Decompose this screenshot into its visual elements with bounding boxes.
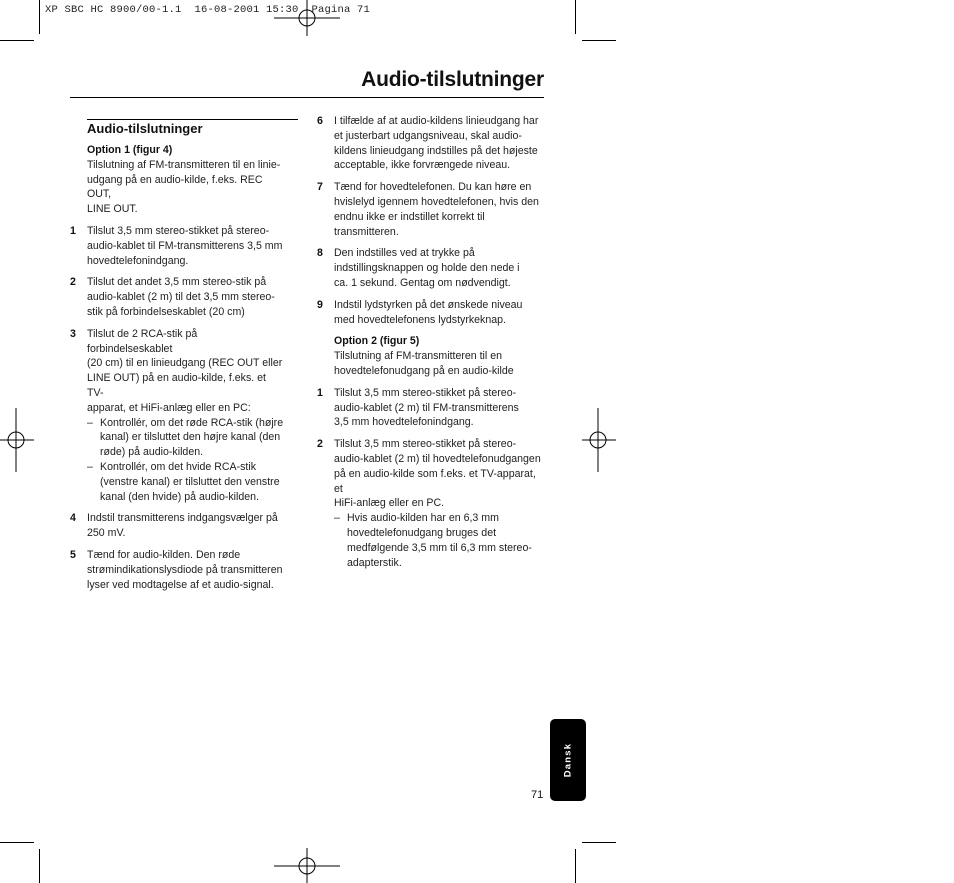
text-line: LINE OUT. — [87, 203, 138, 216]
text-line: kildens linieudgang indstilles på det højeste — [334, 144, 538, 157]
text-line: endnu ikke er indstillet korrekt til — [334, 210, 485, 223]
text-line: Tilslutning af FM-transmitteren til en linie- — [87, 158, 281, 171]
text-line: strømindikationslysdiode på transmitteren — [87, 563, 283, 576]
text-line: hvislelyd igennem hovedtelefonen, hvis den — [334, 195, 539, 208]
text-line: hovedtelefonindgang. — [87, 254, 189, 267]
sub-item — [87, 416, 284, 460]
text-line: hovedtelefonudgang på en audio-kilde — [334, 364, 514, 377]
text-line: ca. 1 sekund. Gentag om nødvendigt. — [334, 276, 511, 289]
text-line: I tilfælde af at audio-kildens linieudgang har — [334, 115, 539, 127]
text-line: indstillingsknappen og holde den nede i — [334, 262, 520, 275]
text-line: audio-kablet (2 m) til det 3,5 mm stereo- — [87, 291, 275, 304]
text-line: Tilslut 3,5 mm stereo-stikket på stereo- — [334, 386, 517, 399]
step-item — [317, 298, 547, 328]
crop-mark — [39, 0, 40, 34]
registration-mark-icon — [274, 848, 340, 883]
text-line: lyser ved modtagelse af et audio-signal. — [87, 578, 274, 591]
step-number: 1 — [317, 386, 323, 399]
text-line: acceptable, ikke forvrængede niveau. — [334, 159, 511, 172]
text-line: Hvis audio-kilden har en 6,3 mm — [347, 512, 499, 525]
step-number: 8 — [317, 247, 323, 260]
text-line: røde) på audio-kilden. — [100, 446, 204, 459]
registration-mark-icon — [0, 408, 34, 472]
step-item — [70, 275, 284, 319]
text-line: et justerbart udgangsniveau, skal audio- — [334, 129, 522, 142]
text-line: med hovedtelefonens lydstyrkeknap. — [334, 313, 506, 326]
text-line: kanal (den hvide) på audio-kilden. — [100, 490, 260, 503]
crop-mark — [0, 842, 34, 843]
text-line: Tilslut 3,5 mm stereo-stikket på stereo- — [87, 224, 270, 237]
step-number: 5 — [70, 548, 76, 561]
intro-paragraph — [334, 349, 547, 379]
text-line: Indstil lydstyrken på det ønskede niveau — [334, 298, 523, 311]
text-line: på en audio-kilde som f.eks. et TV-apparat, et — [334, 467, 536, 495]
text-line: audio-kablet til FM-transmitterens 3,5 mm — [87, 239, 283, 252]
option-title: Option 2 (figur 5) — [334, 335, 420, 348]
left-column — [70, 119, 284, 592]
text-line: Den indstilles ved at trykke på — [334, 247, 475, 260]
title-rule — [70, 97, 544, 98]
text-line: Tænd for hovedtelefonen. Du kan høre en — [334, 181, 532, 194]
sub-item — [334, 511, 547, 570]
intro-paragraph — [87, 158, 284, 217]
text-line: udgang på en audio-kilde, f.eks. REC OUT, — [87, 173, 263, 201]
crop-mark — [0, 40, 34, 41]
text-line: medfølgende 3,5 mm til 6,3 mm stereo- — [347, 541, 532, 554]
step-item — [317, 437, 547, 570]
crop-mark — [39, 849, 40, 883]
spacer — [317, 327, 547, 334]
crop-mark — [575, 849, 576, 883]
crop-mark — [582, 40, 616, 41]
step-item — [70, 327, 284, 505]
step-number: 1 — [70, 224, 76, 237]
step-item — [317, 246, 547, 290]
step-item — [70, 224, 284, 268]
step-number: 3 — [70, 327, 76, 340]
text-line: apparat, et HiFi-anlæg eller en PC: — [87, 401, 251, 414]
step-number: 2 — [317, 438, 323, 451]
text-line: transmitteren. — [334, 225, 399, 238]
step-number: 9 — [317, 298, 323, 311]
step-item — [317, 114, 547, 173]
text-line: stik på forbindelseskablet (20 cm) — [87, 305, 245, 318]
dash: – — [87, 416, 93, 429]
step-number: 2 — [70, 276, 76, 289]
crop-mark — [582, 842, 616, 843]
dash: – — [334, 512, 340, 525]
text-line: audio-kablet (2 m) til hovedtelefonudgangen — [334, 452, 541, 465]
text-line: Tilslut 3,5 mm stereo-stikket på stereo- — [334, 438, 517, 451]
dash: – — [87, 460, 93, 473]
language-tab-label: Dansk — [562, 742, 574, 778]
option-title: Option 1 (figur 4) — [87, 144, 173, 156]
text-line: Tilslut det andet 3,5 mm stereo-stik på — [87, 276, 267, 289]
text-line: LINE OUT) på en audio-kilde, f.eks. et TV- — [87, 372, 266, 399]
step-number: 6 — [317, 115, 323, 127]
step-number: 4 — [70, 512, 76, 525]
text-line: Tilslutning af FM-transmitteren til en — [334, 350, 502, 363]
page-number: 71 — [531, 789, 544, 801]
text-line: kanal) er tilsluttet den højre kanal (den — [100, 431, 281, 444]
text-line: HiFi-anlæg eller en PC. — [334, 497, 445, 510]
text-line: (venstre kanal) er tilsluttet den venstre — [100, 475, 280, 488]
text-line: audio-kablet (2 m) til FM-transmitterens — [334, 401, 519, 414]
printer-slug: XP SBC HC 8900/00-1.1 16-08-2001 15:30 Pagina 71 — [45, 4, 371, 16]
text-line: (20 cm) til en linieudgang (REC OUT eller — [87, 357, 283, 370]
text-line: 250 mV. — [87, 527, 126, 540]
step-item — [317, 180, 547, 239]
right-column — [317, 114, 547, 570]
section-title: Audio-tilslutninger — [87, 121, 203, 136]
text-line: 3,5 mm hovedtelefonindgang. — [334, 416, 474, 429]
step-item — [70, 548, 284, 592]
registration-mark-icon — [582, 408, 616, 472]
text-line: Indstil transmitterens indgangsvælger på — [87, 512, 278, 525]
text-line: Kontrollér, om det røde RCA-stik (højre — [100, 416, 284, 429]
text-line: hovedtelefonudgang bruges det — [347, 526, 497, 539]
text-line: Tænd for audio-kilden. Den røde — [87, 548, 241, 561]
text-line: adapterstik. — [347, 556, 402, 569]
page-title: Audio-tilslutninger — [361, 68, 544, 91]
step-item — [317, 386, 547, 430]
text-line: Kontrollér, om det hvide RCA-stik — [100, 460, 257, 473]
language-tab — [550, 719, 586, 801]
sub-item — [87, 460, 284, 504]
crop-mark — [575, 0, 576, 34]
step-number: 7 — [317, 181, 323, 194]
registration-mark-icon — [274, 0, 340, 36]
text-line: Tilslut de 2 RCA-stik på forbindelseskablet — [87, 327, 198, 355]
step-item — [70, 511, 284, 541]
